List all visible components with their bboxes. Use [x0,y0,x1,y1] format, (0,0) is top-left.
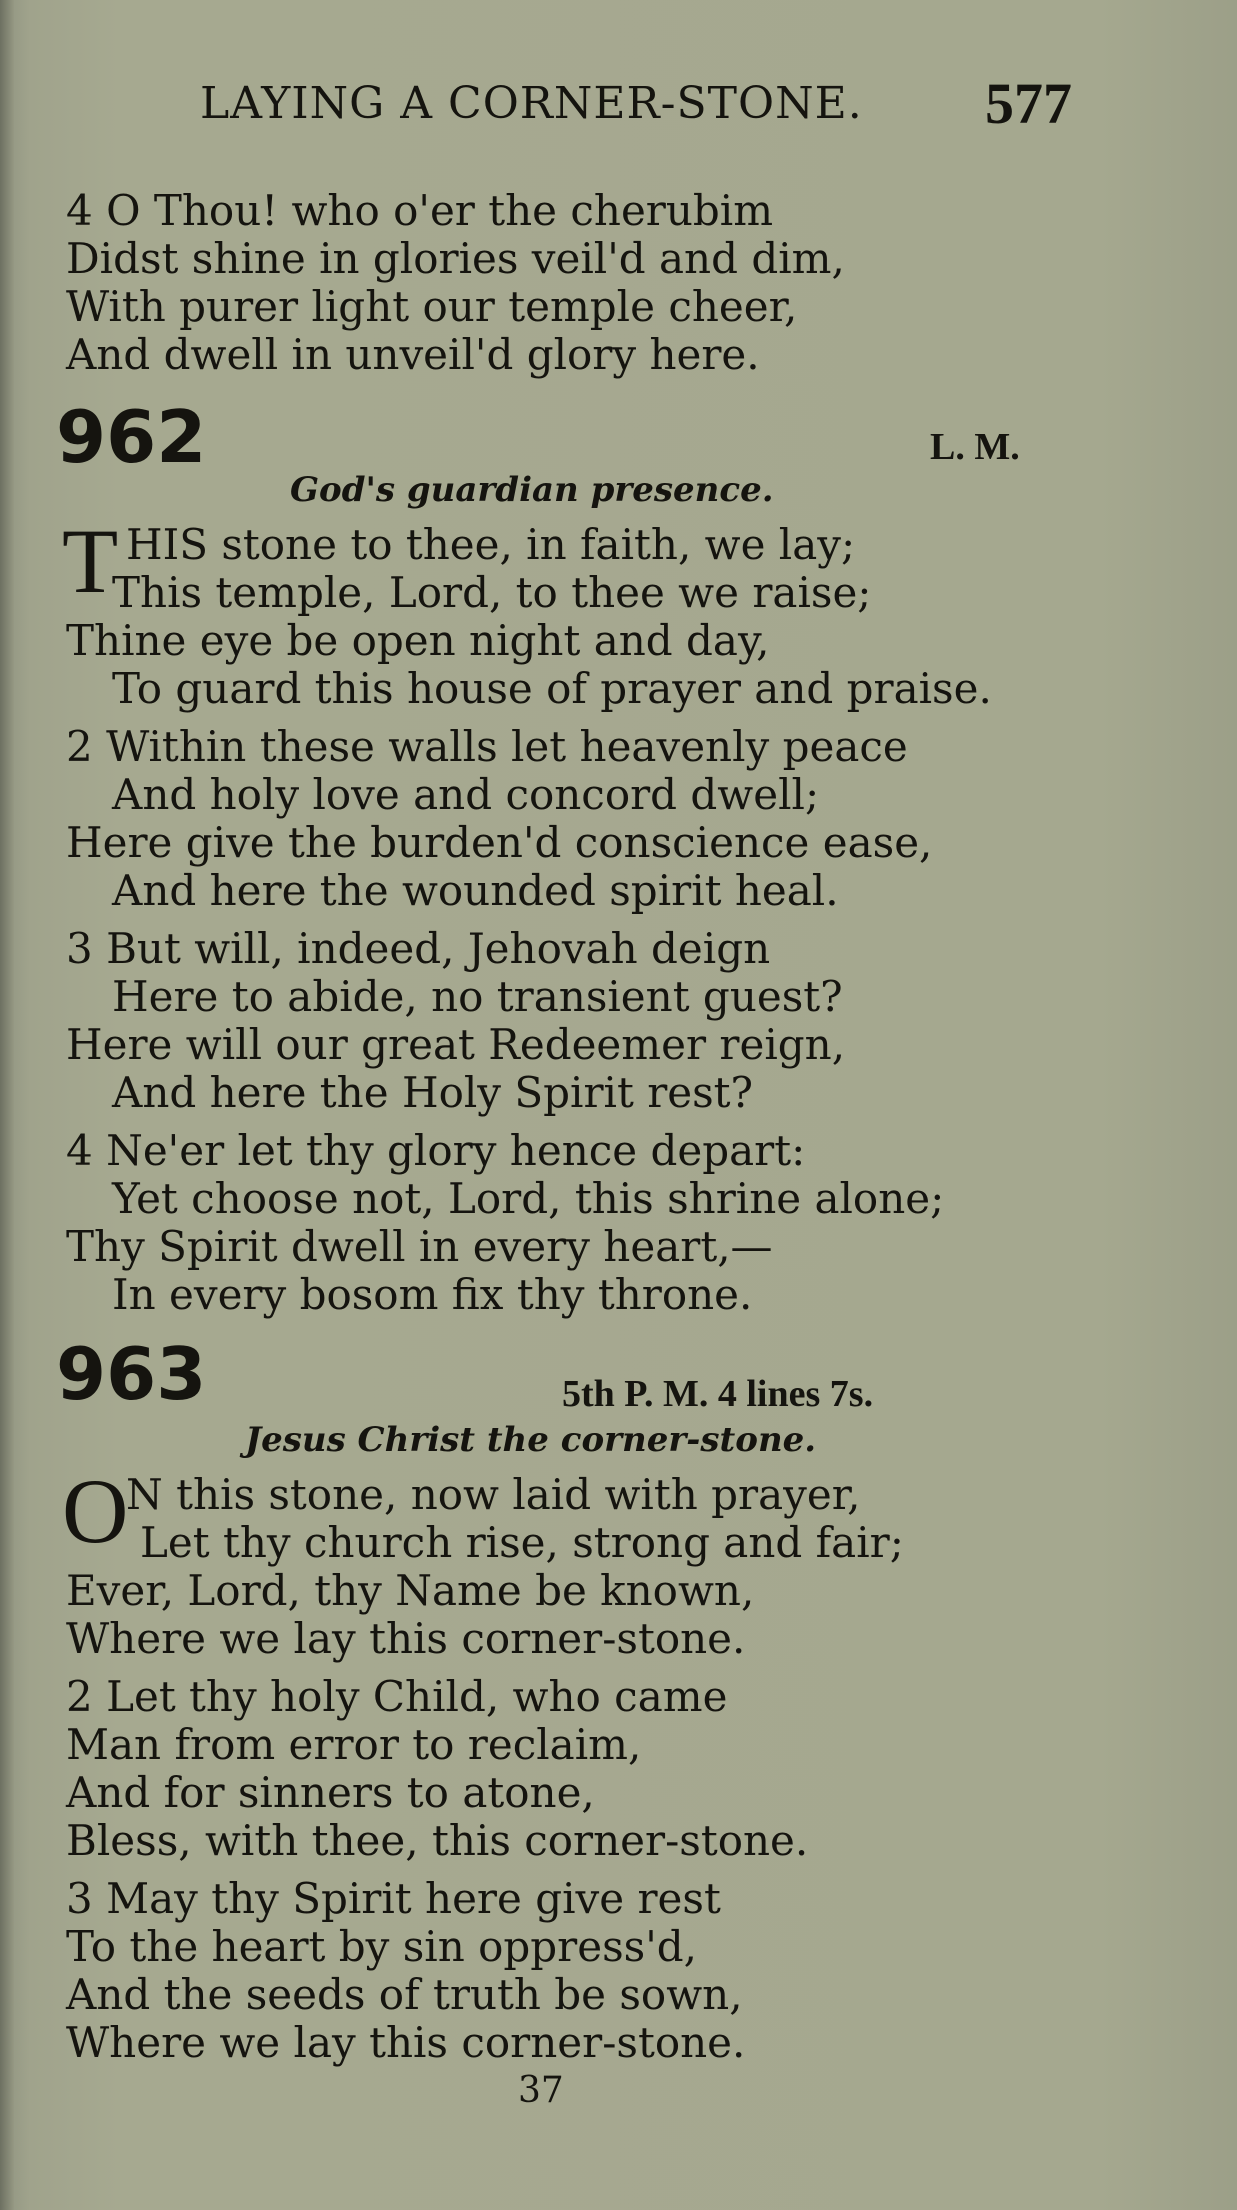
hymn-line: Let thy church rise, strong and fair; [140,1518,904,1567]
hymn-line: In every bosom fix thy throne. [112,1270,753,1319]
hymn-meter: 5th P. M. 4 lines 7s. [562,1373,874,1415]
hymn-line: And holy love and concord dwell; [112,770,820,819]
prev-stanza-line: And dwell in unveil'd glory here. [66,330,760,379]
hymn-line: Here give the burden'd conscience ease, [66,818,933,867]
hymn-line: And here the Holy Spirit rest? [112,1068,754,1117]
hymn-number: 963 [56,1332,207,1416]
hymn-line: And the seeds of truth be sown, [66,1970,743,2019]
hymn-line: To guard this house of prayer and praise. [112,664,992,713]
hymn-line: 4 Ne'er let thy glory hence depart: [66,1126,806,1175]
hymn-line: Thine eye be open night and day, [66,616,770,665]
hymn-line: Where we lay this corner-stone. [66,2018,746,2067]
hymn-line: And here the wounded spirit heal. [112,866,839,915]
hymn-line: 3 May thy Spirit here give rest [66,1874,721,1923]
hymn-line: 3 But will, indeed, Jehovah deign [66,924,771,973]
hymn-line: 2 Let thy holy Child, who came [66,1672,728,1721]
hymn-line: Ever, Lord, thy Name be known, [66,1566,755,1615]
hymn-line: HIS stone to thee, in faith, we lay; [126,520,856,569]
hymn-line: To the heart by sin oppress'd, [66,1922,698,1971]
hymn-line: Yet choose not, Lord, this shrine alone; [112,1174,945,1223]
hymn-line: Where we lay this corner-stone. [66,1614,746,1663]
hymn-number: 962 [56,395,207,479]
running-header: LAYING A CORNER-STONE. [200,78,863,129]
hymn-subtitle: Jesus Christ the corner-stone. [245,1420,817,1460]
hymn-line: Thy Spirit dwell in every heart,— [66,1222,773,1271]
hymn-line: And for sinners to atone, [66,1768,595,1817]
prev-stanza-line: With purer light our temple cheer, [66,282,798,331]
hymn-line: Bless, with thee, this corner-stone. [66,1816,809,1865]
drop-cap: O [62,1460,129,1562]
drop-cap: T [62,510,119,612]
hymn-meter: L. M. [930,426,1020,468]
hymn-line: Here to abide, no transient guest? [112,972,843,1021]
prev-stanza-line: Didst shine in glories veil'd and dim, [66,234,845,283]
page-number: 577 [985,71,1072,136]
hymn-line: 2 Within these walls let heavenly peace [66,722,908,771]
signature-mark: 37 [518,2070,564,2111]
binding-edge [0,0,14,2210]
hymn-subtitle: God's guardian presence. [290,470,774,510]
hymn-line: N this stone, now laid with prayer, [126,1470,861,1519]
hymn-line: Man from error to reclaim, [66,1720,642,1769]
hymn-line: Here will our great Redeemer reign, [66,1020,846,1069]
prev-stanza-line: 4 O Thou! who o'er the cherubim [66,186,774,235]
hymn-line: This temple, Lord, to thee we raise; [112,568,872,617]
